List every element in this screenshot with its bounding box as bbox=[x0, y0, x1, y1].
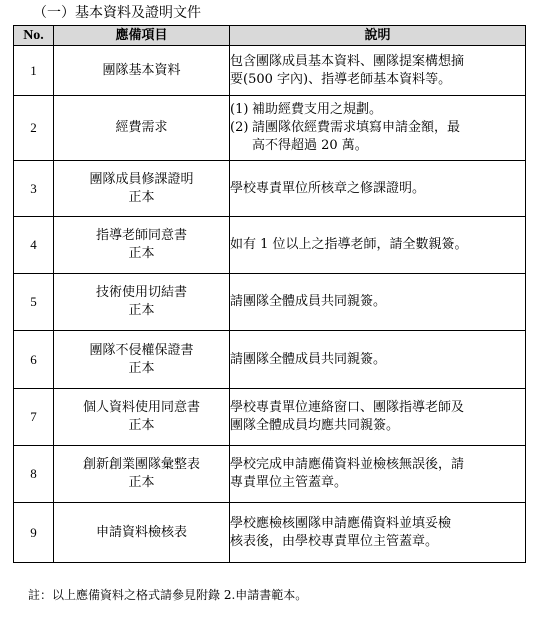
table-row bbox=[14, 331, 526, 389]
row-no: 9 bbox=[14, 503, 54, 563]
footnote: 註：以上應備資料之格式請參見附錄 2.申請書範本。 bbox=[28, 588, 308, 602]
desc-line: 如有 1 位以上之指導老師，請全數親簽。 bbox=[230, 237, 468, 252]
row-desc bbox=[230, 46, 526, 96]
row-item-label: 團隊不侵權保證書 bbox=[89, 342, 194, 358]
desc-line: 專責單位主管蓋章。 bbox=[230, 475, 348, 490]
row-no: 5 bbox=[14, 274, 54, 331]
row-no: 6 bbox=[14, 331, 54, 389]
desc-line: 團隊全體成員均應共同親簽。 bbox=[230, 418, 400, 433]
desc-list-text bbox=[252, 119, 525, 155]
desc-line: 核表後，由學校專責單位主管蓋章。 bbox=[230, 533, 439, 549]
row-no: 7 bbox=[14, 389, 54, 446]
row-desc bbox=[230, 274, 526, 331]
row-item bbox=[54, 217, 230, 274]
row-desc bbox=[230, 446, 526, 503]
row-desc bbox=[230, 331, 526, 389]
row-item-sublabel: 正本 bbox=[128, 303, 155, 318]
table-row bbox=[14, 46, 526, 96]
desc-line: 學校專責單位所核章之修課證明。 bbox=[230, 180, 426, 196]
desc-line: 請團隊全體成員共同親簽。 bbox=[230, 351, 387, 367]
table-row bbox=[14, 96, 526, 161]
row-item-label: 團隊基本資料 bbox=[102, 62, 181, 78]
desc-line: 學校完成申請應備資料並檢核無誤後，請 bbox=[230, 457, 465, 472]
row-item bbox=[54, 331, 230, 389]
row-item bbox=[54, 46, 230, 96]
table-row bbox=[14, 503, 526, 563]
row-item-label: 經費需求 bbox=[115, 120, 168, 135]
desc-list-item bbox=[230, 101, 525, 119]
row-no: 1 bbox=[14, 46, 54, 96]
row-item-label: 個人資料使用同意書 bbox=[82, 400, 200, 415]
row-desc bbox=[230, 217, 526, 274]
desc-list-text bbox=[252, 101, 525, 119]
table-row bbox=[14, 161, 526, 217]
table-row bbox=[14, 274, 526, 331]
row-item-label: 申請資料檢核表 bbox=[95, 524, 187, 540]
desc-line: 學校專責單位連絡窗口、團隊指導老師及 bbox=[230, 400, 465, 415]
row-desc bbox=[230, 503, 526, 563]
table-row bbox=[14, 446, 526, 503]
row-item-sublabel: 正本 bbox=[128, 360, 155, 376]
header-desc: 說明 bbox=[230, 26, 526, 46]
row-item-sublabel: 正本 bbox=[128, 418, 155, 433]
desc-line: 請團隊全體成員共同親簽。 bbox=[230, 294, 387, 309]
table-header-row bbox=[14, 26, 526, 46]
row-no: 3 bbox=[14, 161, 54, 217]
row-no: 8 bbox=[14, 446, 54, 503]
section-title: （一）基本資料及證明文件 bbox=[33, 5, 201, 21]
row-item bbox=[54, 389, 230, 446]
row-item-label: 指導老師同意書 bbox=[95, 228, 187, 243]
table-row bbox=[14, 389, 526, 446]
header-no: No. bbox=[14, 26, 54, 46]
desc-line: 補助經費支用之規劃。 bbox=[252, 102, 383, 117]
row-item bbox=[54, 274, 230, 331]
table-row bbox=[14, 217, 526, 274]
desc-list-number: (1) bbox=[230, 102, 249, 117]
row-item-label: 團隊成員修課證明 bbox=[89, 171, 194, 187]
row-no: 4 bbox=[14, 217, 54, 274]
desc-line: 要(500 字內)、指導老師基本資料等。 bbox=[230, 71, 452, 87]
desc-line: 請團隊依經費需求填寫申請金額，最 bbox=[252, 120, 461, 135]
row-item bbox=[54, 96, 230, 161]
desc-list-number: (2) bbox=[230, 120, 249, 135]
row-item bbox=[54, 446, 230, 503]
row-item-label: 創新創業團隊彙整表 bbox=[82, 457, 200, 472]
header-item: 應備項目 bbox=[54, 26, 230, 46]
row-item-sublabel: 正本 bbox=[128, 189, 155, 205]
desc-list-item bbox=[230, 119, 525, 155]
row-item-sublabel: 正本 bbox=[128, 246, 155, 261]
desc-line: 包含團隊成員基本資料、團隊提案構想摘 bbox=[230, 53, 465, 69]
desc-line: 高不得超過 20 萬。 bbox=[252, 138, 368, 153]
required-documents-table bbox=[13, 25, 526, 563]
row-item-label: 技術使用切結書 bbox=[95, 285, 187, 300]
row-item-sublabel: 正本 bbox=[128, 475, 155, 490]
row-desc bbox=[230, 389, 526, 446]
row-item bbox=[54, 503, 230, 563]
desc-line: 學校應檢核團隊申請應備資料並填妥檢 bbox=[230, 515, 452, 531]
row-desc bbox=[230, 161, 526, 217]
row-item bbox=[54, 161, 230, 217]
row-desc bbox=[230, 96, 526, 161]
row-no: 2 bbox=[14, 96, 54, 161]
